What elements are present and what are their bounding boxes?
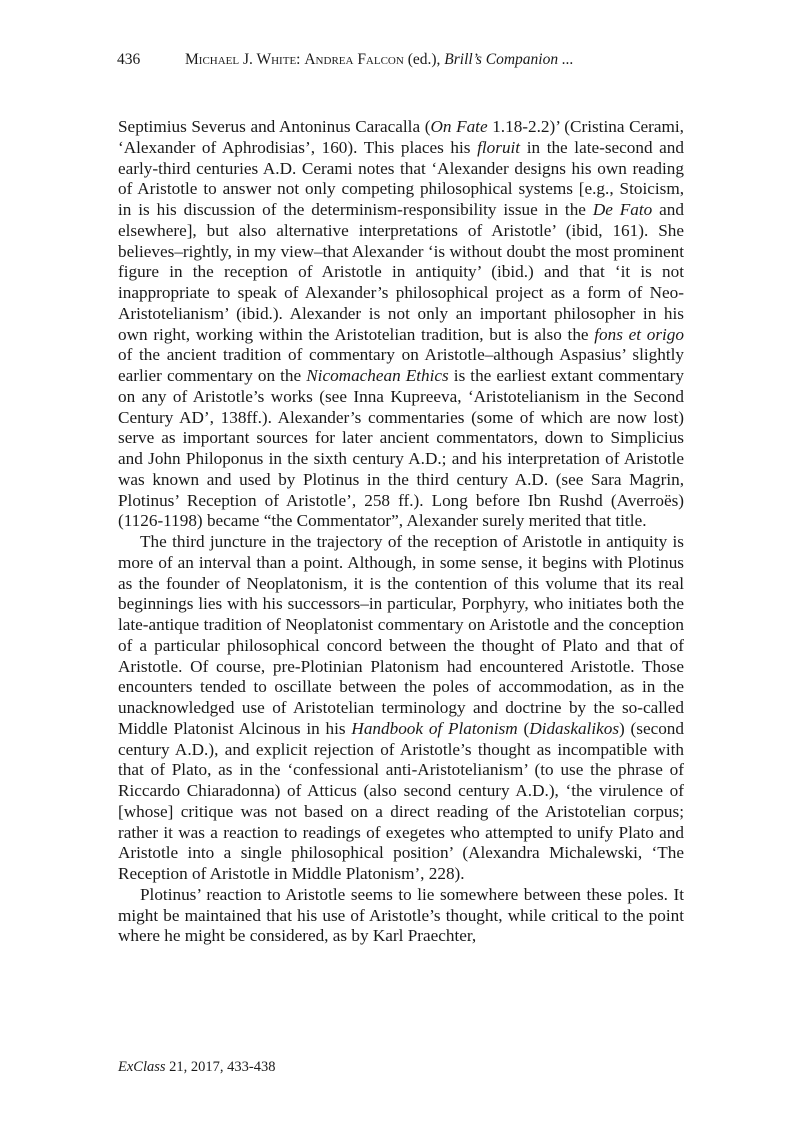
text-run: ( (517, 718, 530, 738)
text-run: and elsewhere], but also alternative interpretations of Aristotle’ (ibid, 161). She believes–rightly, in my view–that Alexander ‘is without doubt the most prominent figure in the reception of Aristotle in antiquity’ (ibid.) and that ‘it is not inappropriate to speak of Alexander’s philosophical project as a form of Neo-Aristotelianism’ (ibid.). Alexander is not only an important philosopher in his own right, working within the Aristotelian tradition, but is also the (118, 200, 684, 344)
footer-journal: ExClass (118, 1059, 166, 1075)
text-run: ) (second century A.D.), and explicit rejection of Aristotle’s thought as incompatible with that of Plato, as in the ‘confessional anti-Aristotelianism’ (to use the phrase of Riccardo Chiaradonna) of Atticus (also second century A.D.), ‘the virulence of [whose] critique was not based on a direct reading of the Aristotelian corpus; rather it was a reaction to readings of exegetes who attempted to unify Plato and Aristotle into a single philosophical position’ (Alexandra Michalewski, ‘The Reception of Aristotle in Middle Platonism’, 228). (118, 718, 684, 883)
running-head-editor: Andrea Falcon (304, 51, 404, 68)
italic-title: Didaskalikos (529, 718, 620, 738)
italic-title: De Fato (592, 200, 653, 219)
italic-title: On Fate (430, 117, 488, 136)
text-run: Septimius Severus and Antoninus Caracalla ( (118, 117, 431, 136)
footer-citation: 21, 2017, 433-438 (165, 1059, 276, 1075)
body-text (118, 117, 684, 947)
italic-title: floruit (477, 137, 521, 157)
running-head-author: Michael J. White (185, 51, 297, 68)
running-head-editor-suffix: (ed.), (403, 51, 445, 68)
text-run: is the earliest extant commentary on any of Aristotle’s works (see Inna Kupreeva, ‘Aristotelianism in the Second Century AD’, 138ff.). Alexander’s commentaries (some of which are now lost) serve as important sources for later ancient commentators, down to Simplicius and John Philoponus in the sixth century A.D.; and his interpretation of Aristotle was known and used by Plotinus in the third century A.D. (see Sara Magrin, Plotinus’ Reception of Aristotle’, 258 ff.). Long before Ibn Rushd (Averroës) (1126-1198) became “the Commentator”, Alexander surely merited that title. (118, 366, 684, 531)
italic-title: Nicomachean Ethics (306, 366, 449, 385)
page-number: 436 (117, 51, 141, 68)
page-header (117, 50, 687, 70)
paragraph (118, 117, 684, 532)
running-head-separator: : (296, 51, 305, 68)
paragraph (118, 532, 684, 885)
text-run: in the late-second and early-third centuries A.D. Cerami notes that ‘Alexander designs his own reading of Aristotle to answer not only competing philosophical systems [e.g., Stoicism, in is his discussion of the determinism-responsibility issue in the (118, 137, 684, 219)
text-run: of the ancient tradition of commentary on Aristotle–although Aspasius’ slightly earlier commentary on the (118, 345, 684, 385)
italic-title: fons et origo (594, 324, 684, 344)
text-run: The third juncture in the trajectory of the reception of Aristotle in antiquity is more of an interval than a point. Although, in some sense, it begins with Plotinus as the founder of Neoplatonism, it is the contention of this volume that its real beginnings lies with his successors–in particular, Porphyry, who initiates both the late-antique tradition of Neoplatonist commentary on Aristotle and the conception of a particular philosophical concord between the thought of Plato and that of Aristotle. Of course, pre-Plotinian Platonism had encountered Aristotle. Those encounters tended to oscillate between the poles of accommodation, as in the unacknowledged use of Aristotelian terminology and doctrine by the so-called Middle Platonist Alcinous in his (118, 532, 684, 738)
running-head-book-title: Brill’s Companion ... (444, 51, 574, 68)
paragraph (118, 885, 684, 947)
italic-title: Handbook of Platonism (351, 718, 518, 738)
running-head (185, 51, 574, 68)
text-run: Plotinus’ reaction to Aristotle seems to lie somewhere between these poles. It might be maintained that his use of Aristotle’s thought, while critical to the point where he might be considered, as by Karl Praechter, (118, 884, 684, 946)
text-run: 1.18-2.2)’ (Cristina Cerami, ‘Alexander of Aphrodisias’, 160). This places his (118, 117, 684, 157)
page-footer (118, 1058, 276, 1076)
